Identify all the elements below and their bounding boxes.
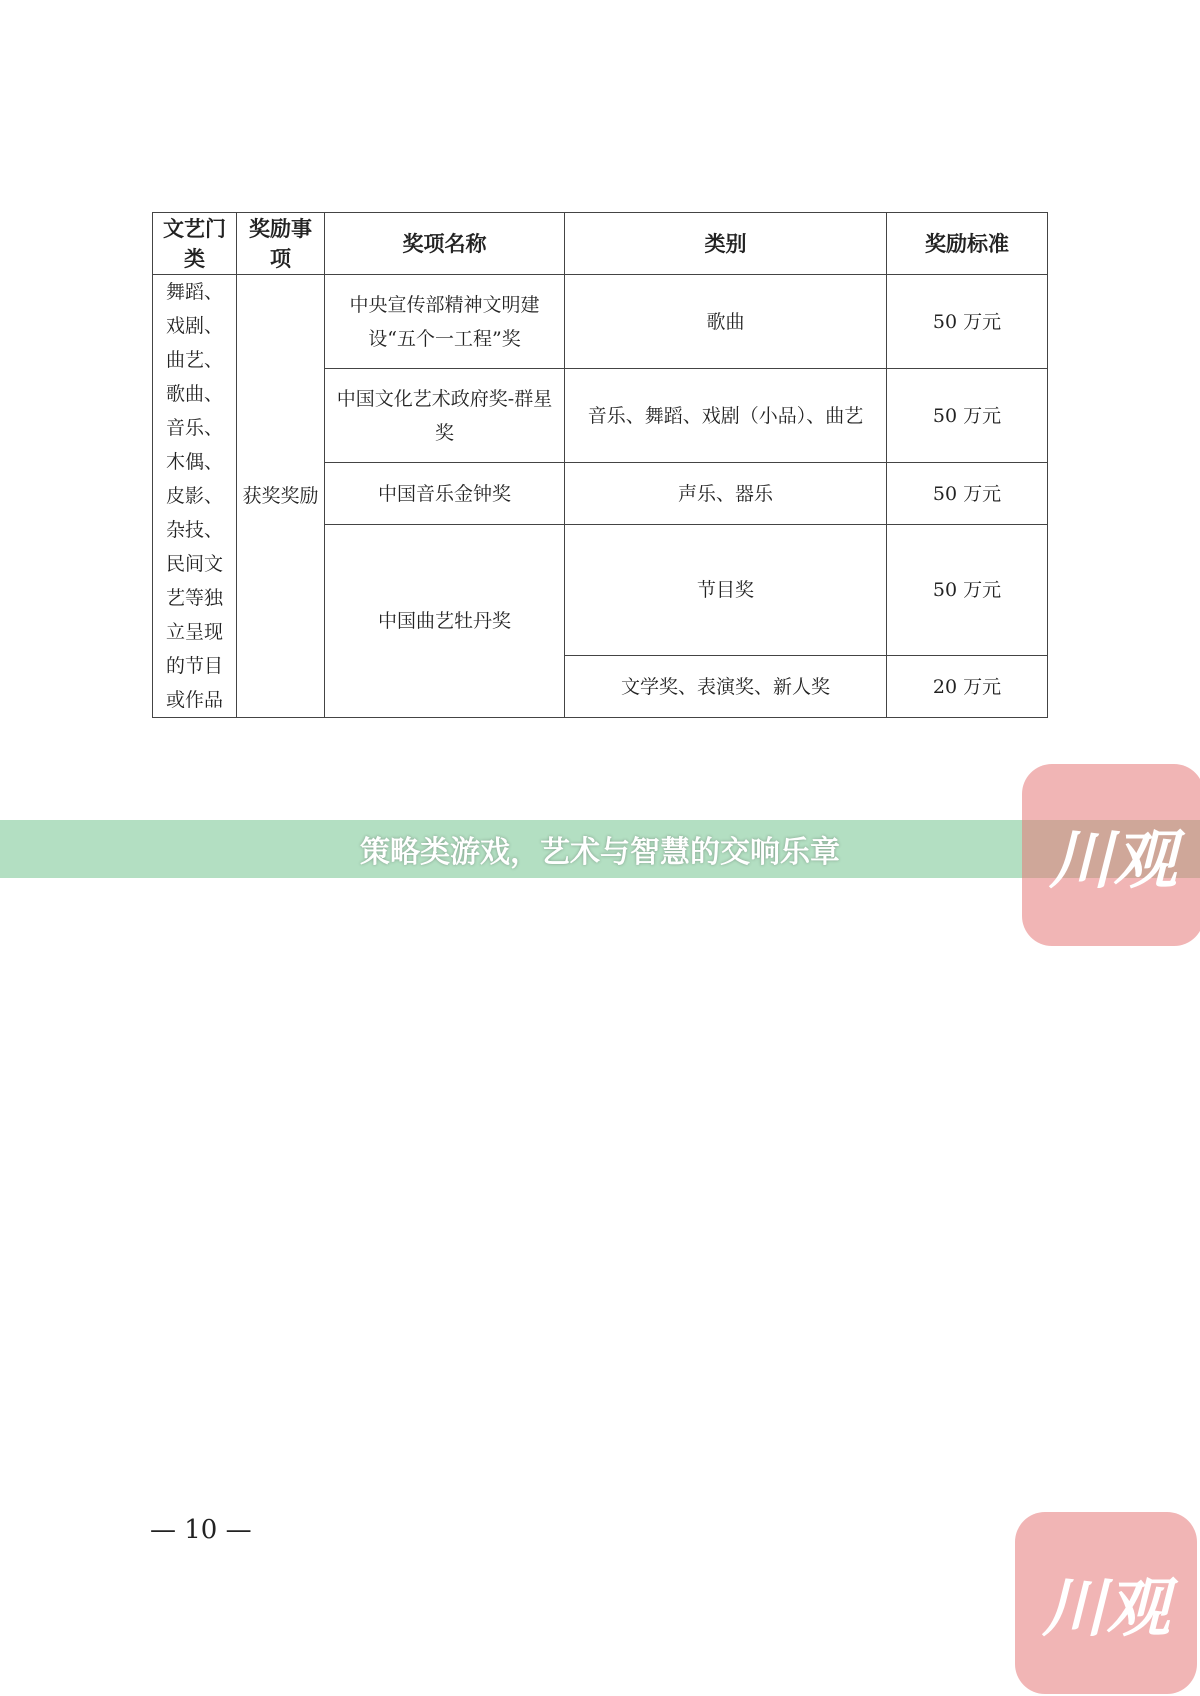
- item-awards-cell: 获奖奖励: [237, 275, 325, 718]
- standard-cell: 50 万元: [887, 369, 1048, 463]
- award-table: [152, 212, 1048, 718]
- standard-cell: 50 万元: [887, 525, 1048, 656]
- banner-title: 策略类游戏，艺术与智慧的交响乐章: [360, 835, 840, 870]
- award-name-cell: 中国文化艺术政府奖-群星奖: [325, 369, 565, 463]
- header-row: [153, 213, 1048, 275]
- standard-cell: 20 万元: [887, 656, 1048, 718]
- title-banner: [0, 820, 1200, 878]
- award-name-cell: 中国曲艺牡丹奖: [325, 525, 565, 718]
- type-cell: 节目奖: [565, 525, 887, 656]
- type-cell: 音乐、舞蹈、戏剧（小品）、曲艺: [565, 369, 887, 463]
- header-category: 文艺门类: [153, 213, 237, 275]
- watermark-text: 川观: [1049, 824, 1177, 898]
- type-cell: 文学奖、表演奖、新人奖: [565, 656, 887, 718]
- standard-cell: 50 万元: [887, 463, 1048, 525]
- award-name-cell: 中央宣传部精神文明建设“五个一工程”奖: [325, 275, 565, 369]
- watermark-logo: [1022, 764, 1200, 946]
- type-cell: 声乐、器乐: [565, 463, 887, 525]
- award-name-cell: 中国音乐金钟奖: [325, 463, 565, 525]
- category-cell: 舞蹈、戏剧、曲艺、歌曲、音乐、木偶、皮影、杂技、民间文艺等独立呈现的节目或作品: [153, 275, 237, 718]
- standard-cell: 50 万元: [887, 275, 1048, 369]
- table-row: [153, 275, 1048, 369]
- page-number: — 10 —: [150, 1515, 252, 1545]
- watermark-text: 川观: [1042, 1572, 1170, 1646]
- header-award-name: 奖项名称: [325, 213, 565, 275]
- watermark-logo: [1015, 1512, 1197, 1694]
- header-standard: 奖励标准: [887, 213, 1048, 275]
- header-item: 奖励事项: [237, 213, 325, 275]
- type-cell: 歌曲: [565, 275, 887, 369]
- header-type: 类别: [565, 213, 887, 275]
